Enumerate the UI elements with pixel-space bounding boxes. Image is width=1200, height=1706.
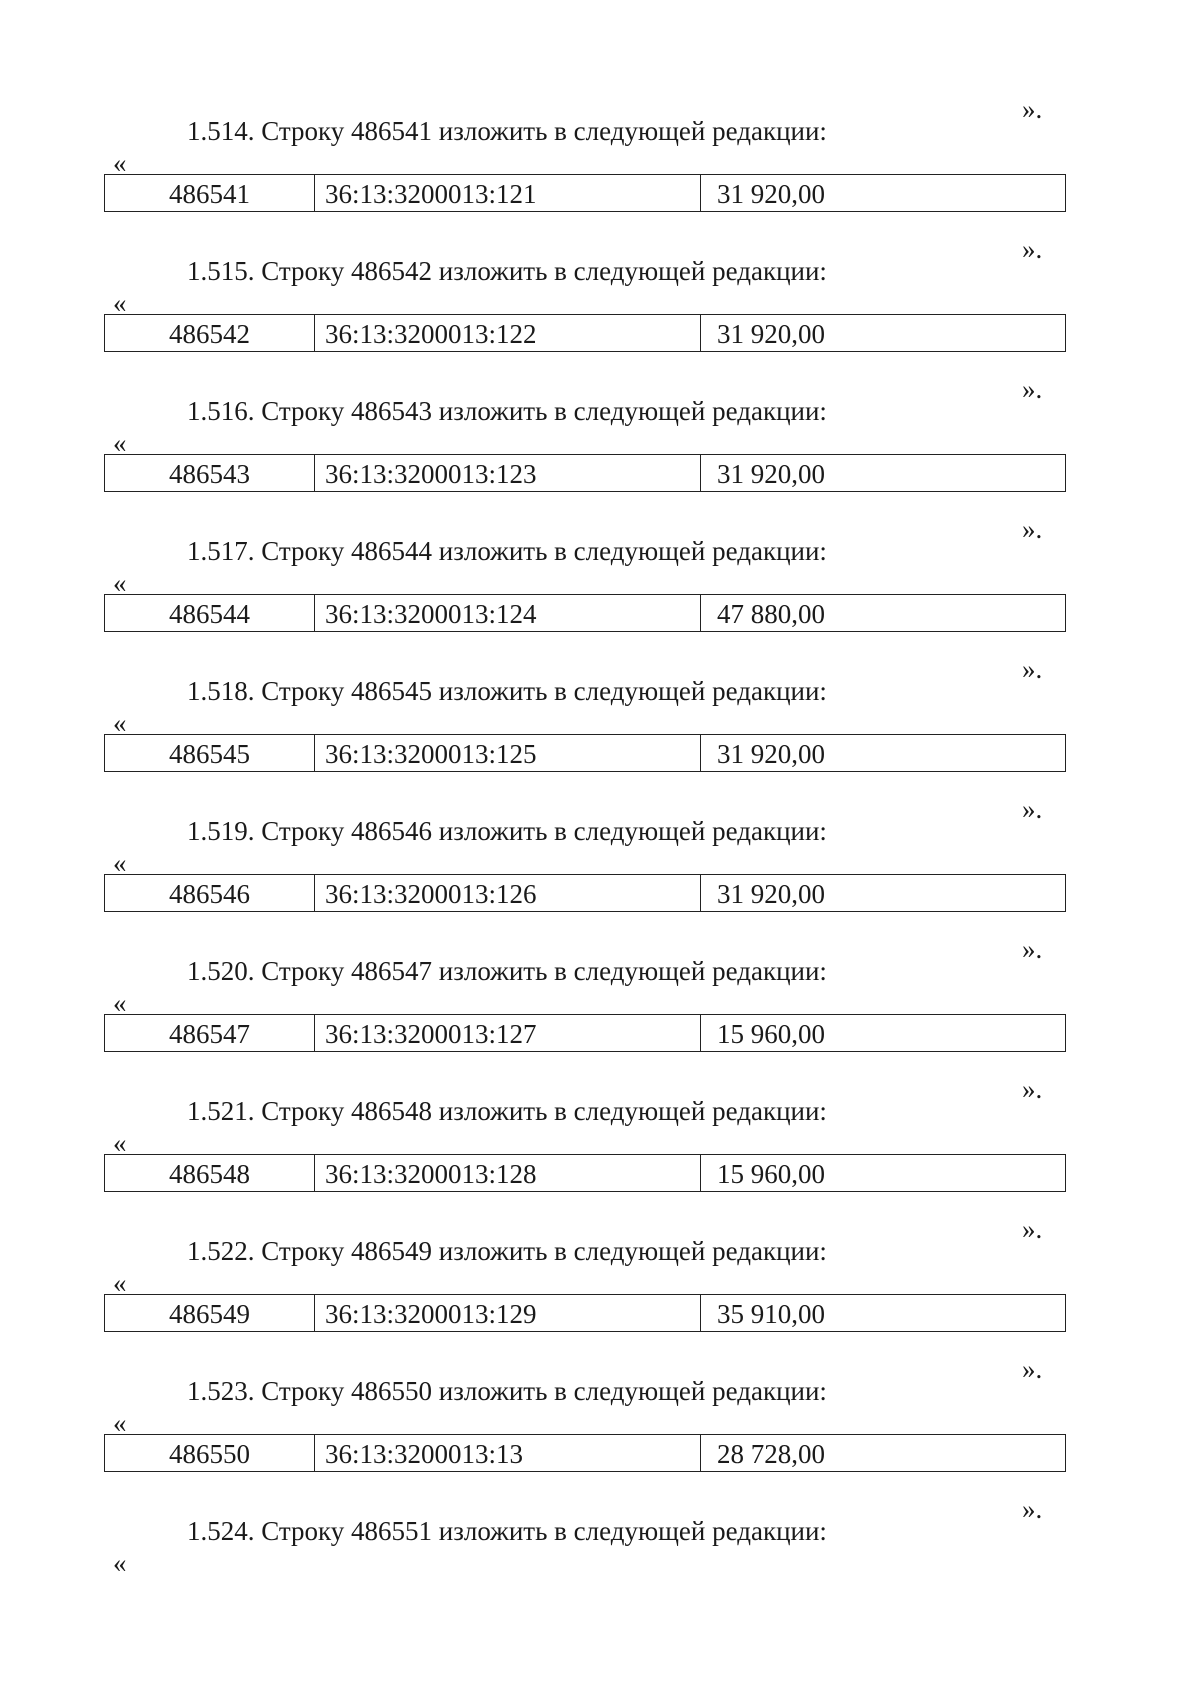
value-cell: 47 880,00	[717, 598, 825, 629]
opening-quote: «	[113, 1128, 127, 1158]
table-row	[104, 734, 1066, 772]
row-number-cell: 486546	[105, 875, 315, 911]
value-cell: 31 920,00	[717, 178, 825, 209]
cadastral-number-cell: 36:13:3200013:13	[315, 1435, 701, 1471]
value-cell: 31 920,00	[717, 878, 825, 909]
value-cell: 31 920,00	[717, 458, 825, 489]
value-cell: 35 910,00	[717, 1298, 825, 1329]
opening-quote: «	[113, 988, 127, 1018]
opening-quote: «	[113, 1268, 127, 1298]
value-cell: 31 920,00	[717, 738, 825, 769]
amendment-heading: 1.524. Строку 486551 изложить в следующей редакции:	[187, 1516, 827, 1546]
table-row	[104, 1434, 1066, 1472]
closing-quote: ».	[1022, 374, 1043, 404]
opening-quote: «	[113, 1408, 127, 1438]
amendment-heading: 1.517. Строку 486544 изложить в следующей редакции:	[187, 536, 827, 566]
opening-quote: «	[113, 568, 127, 598]
amendment-heading: 1.520. Строку 486547 изложить в следующей редакции:	[187, 956, 827, 986]
amendment-heading: 1.521. Строку 486548 изложить в следующей редакции:	[187, 1096, 827, 1126]
closing-quote: ».	[1022, 234, 1043, 264]
row-number-cell: 486543	[105, 455, 315, 491]
opening-quote: «	[113, 428, 127, 458]
value-cell: 28 728,00	[717, 1438, 825, 1469]
cadastral-number-cell: 36:13:3200013:122	[315, 315, 701, 351]
cadastral-number-cell: 36:13:3200013:125	[315, 735, 701, 771]
amendment-heading: 1.522. Строку 486549 изложить в следующей редакции:	[187, 1236, 827, 1266]
amendment-heading: 1.518. Строку 486545 изложить в следующей редакции:	[187, 676, 827, 706]
table-row	[104, 594, 1066, 632]
table-row	[104, 1014, 1066, 1052]
row-number-cell: 486549	[105, 1295, 315, 1331]
closing-quote: ».	[1022, 1494, 1043, 1524]
row-number-cell: 486544	[105, 595, 315, 631]
opening-quote: «	[113, 1548, 127, 1578]
opening-quote: «	[113, 288, 127, 318]
amendment-heading: 1.514. Строку 486541 изложить в следующей редакции:	[187, 116, 827, 146]
amendment-heading: 1.515. Строку 486542 изложить в следующей редакции:	[187, 256, 827, 286]
cadastral-number-cell: 36:13:3200013:126	[315, 875, 701, 911]
closing-quote: ».	[1022, 934, 1043, 964]
closing-quote: ».	[1022, 794, 1043, 824]
closing-quote: ».	[1022, 654, 1043, 684]
cadastral-number-cell: 36:13:3200013:124	[315, 595, 701, 631]
cadastral-number-cell: 36:13:3200013:128	[315, 1155, 701, 1191]
table-row	[104, 314, 1066, 352]
value-cell: 15 960,00	[717, 1158, 825, 1189]
value-cell: 31 920,00	[717, 318, 825, 349]
amendment-heading: 1.519. Строку 486546 изложить в следующей редакции:	[187, 816, 827, 846]
cadastral-number-cell: 36:13:3200013:129	[315, 1295, 701, 1331]
row-number-cell: 486542	[105, 315, 315, 351]
closing-quote: ».	[1022, 514, 1043, 544]
cadastral-number-cell: 36:13:3200013:123	[315, 455, 701, 491]
opening-quote: «	[113, 848, 127, 878]
cadastral-number-cell: 36:13:3200013:127	[315, 1015, 701, 1051]
closing-quote: ».	[1022, 1354, 1043, 1384]
row-number-cell: 486541	[105, 175, 315, 211]
table-row	[104, 1154, 1066, 1192]
amendment-heading: 1.516. Строку 486543 изложить в следующей редакции:	[187, 396, 827, 426]
table-row	[104, 1294, 1066, 1332]
table-row	[104, 454, 1066, 492]
value-cell: 15 960,00	[717, 1018, 825, 1049]
opening-quote: «	[113, 148, 127, 178]
row-number-cell: 486548	[105, 1155, 315, 1191]
closing-quote: ».	[1022, 94, 1043, 124]
table-row	[104, 174, 1066, 212]
opening-quote: «	[113, 708, 127, 738]
closing-quote: ».	[1022, 1074, 1043, 1104]
cadastral-number-cell: 36:13:3200013:121	[315, 175, 701, 211]
table-row	[104, 874, 1066, 912]
amendment-heading: 1.523. Строку 486550 изложить в следующей редакции:	[187, 1376, 827, 1406]
row-number-cell: 486545	[105, 735, 315, 771]
closing-quote: ».	[1022, 1214, 1043, 1244]
row-number-cell: 486550	[105, 1435, 315, 1471]
row-number-cell: 486547	[105, 1015, 315, 1051]
